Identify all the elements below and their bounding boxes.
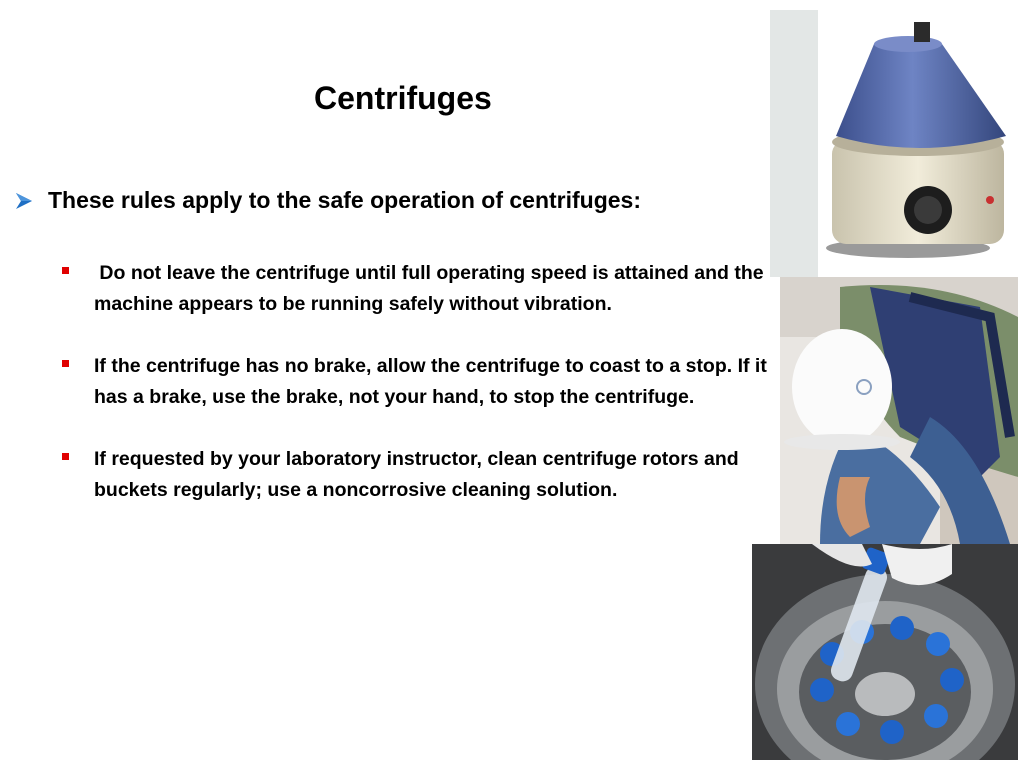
- centrifuge-photo: [770, 10, 1018, 277]
- sub-bullet-text: Do not leave the centrifuge until full operating speed is attained and the machine appears to be running safely without vibration.: [94, 262, 770, 315]
- sub-bullet-text: If requested by your laboratory instructor, clean centrifuge rotors and buckets regularly; use a noncorrosive cleaning solution.: [94, 448, 739, 501]
- main-bullet-text: These rules apply to the safe operation of centrifuges:: [48, 187, 642, 213]
- slide-title: Centrifuges: [314, 80, 492, 116]
- sub-bullet-list: [62, 258, 787, 537]
- sub-bullet-item: [62, 258, 787, 320]
- main-bullet: [14, 187, 774, 217]
- centrifuge-rotor-photo: [752, 544, 1018, 760]
- square-bullet-icon: [62, 258, 94, 274]
- worker-hard-hat-photo: [780, 277, 1018, 544]
- arrow-bullet-icon: [14, 187, 48, 217]
- square-bullet-icon: [62, 444, 94, 460]
- sub-bullet-text: If the centrifuge has no brake, allow the centrifuge to coast to a stop. If it has a brake, use the brake, not your hand, to stop the centrifuge.: [94, 355, 767, 408]
- sub-bullet-item: [62, 444, 787, 506]
- square-bullet-icon: [62, 351, 94, 367]
- sub-bullet-item: [62, 351, 787, 413]
